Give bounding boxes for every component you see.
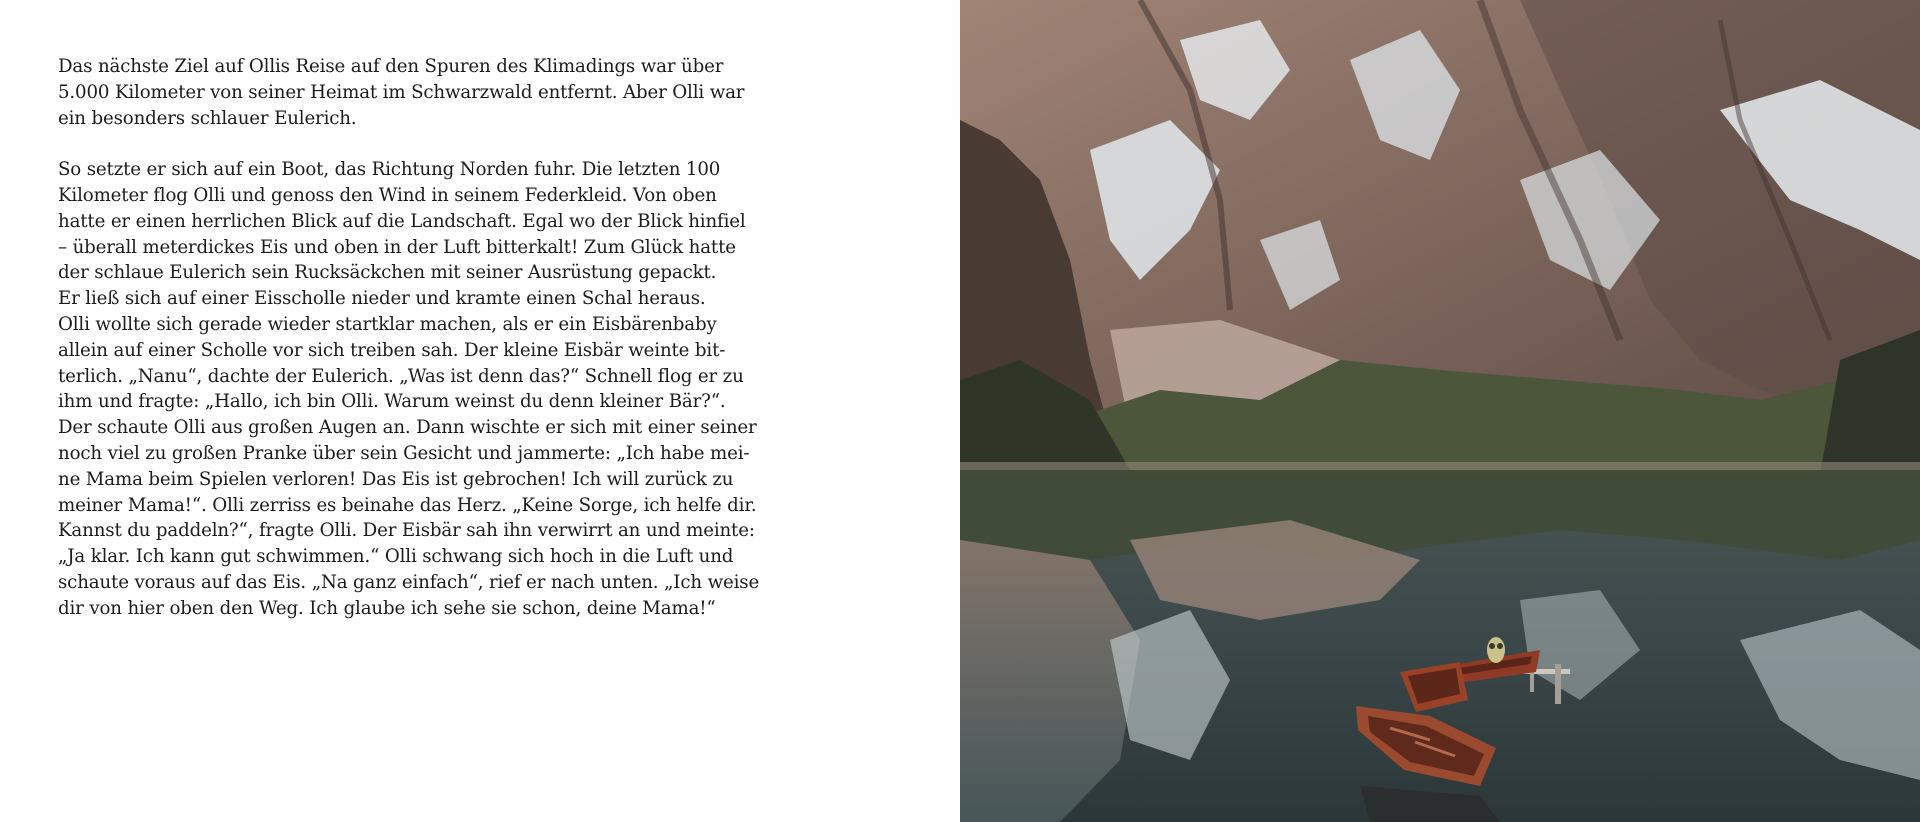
- text-line: meiner Mama!“. Olli zerriss es beinahe das Herz. „Keine Sorge, ich helfe dir.: [58, 494, 757, 516]
- text-line: ein besonders schlauer Eulerich.: [58, 107, 357, 129]
- text-line: Er ließ sich auf einer Eisscholle nieder und kramte einen Schal heraus.: [58, 288, 706, 310]
- text-line: dir von hier oben den Weg. Ich glaube ich sehe sie schon, deine Mama!“: [58, 597, 716, 619]
- text-line: Kilometer flog Olli und genoss den Wind in seinem Federkleid. Von oben: [58, 184, 717, 206]
- paragraph-2: [58, 157, 760, 621]
- text-line: „Ja klar. Ich kann gut schwimmen.“ Olli schwang sich hoch in die Luft und: [58, 546, 734, 568]
- text-line: schaute voraus auf das Eis. „Na ganz einfach“, rief er nach unten. „Ich weise: [58, 571, 760, 593]
- right-page: [960, 0, 1920, 822]
- owl-olli: [1487, 637, 1505, 663]
- mountain-lake-illustration: [960, 0, 1920, 822]
- text-line: Olli wollte sich gerade wieder startklar machen, als er ein Eisbärenbaby: [58, 313, 717, 335]
- text-line: hatte er einen herrlichen Blick auf die Landschaft. Egal wo der Blick hinfiel: [58, 210, 746, 232]
- text-line: Das nächste Ziel auf Ollis Reise auf den Spuren des Klimadings war über: [58, 56, 724, 77]
- story-text: [58, 54, 760, 622]
- text-line: ne Mama beim Spielen verloren! Das Eis ist gebrochen! Ich will zurück zu: [58, 468, 734, 490]
- text-line: So setzte er sich auf ein Boot, das Richtung Norden fuhr. Die letzten 100: [58, 159, 721, 181]
- paragraph-gap: [58, 131, 728, 157]
- text-line: der schlaue Eulerich sein Rucksäckchen mit seiner Ausrüstung gepackt.: [58, 262, 717, 284]
- text-line: Der schaute Olli aus großen Augen an. Dann wischte er sich mit einer seiner: [58, 417, 757, 439]
- text-line: – überall meterdickes Eis und oben in der Luft bitterkalt! Zum Glück hatte: [58, 236, 736, 258]
- text-line: Kannst du paddeln?“, fragte Olli. Der Eisbär sah ihn verwirrt an und meinte:: [58, 520, 755, 542]
- text-line: terlich. „Nanu“, dachte der Eulerich. „Was ist denn das?“ Schnell flog er zu: [58, 365, 744, 387]
- text-line: ihm und fragte: „Hallo, ich bin Olli. Warum weinst du denn kleiner Bär?“.: [58, 391, 726, 413]
- text-line: allein auf einer Scholle vor sich treiben sah. Der kleine Eisbär weinte bit-: [58, 339, 726, 361]
- text-line: noch viel zu großen Pranke über sein Gesicht und jammerte: „Ich habe mei-: [58, 442, 750, 464]
- paragraph-1: [58, 54, 745, 131]
- text-line: 5.000 Kilometer von seiner Heimat im Schwarzwald entfernt. Aber Olli war: [58, 81, 745, 103]
